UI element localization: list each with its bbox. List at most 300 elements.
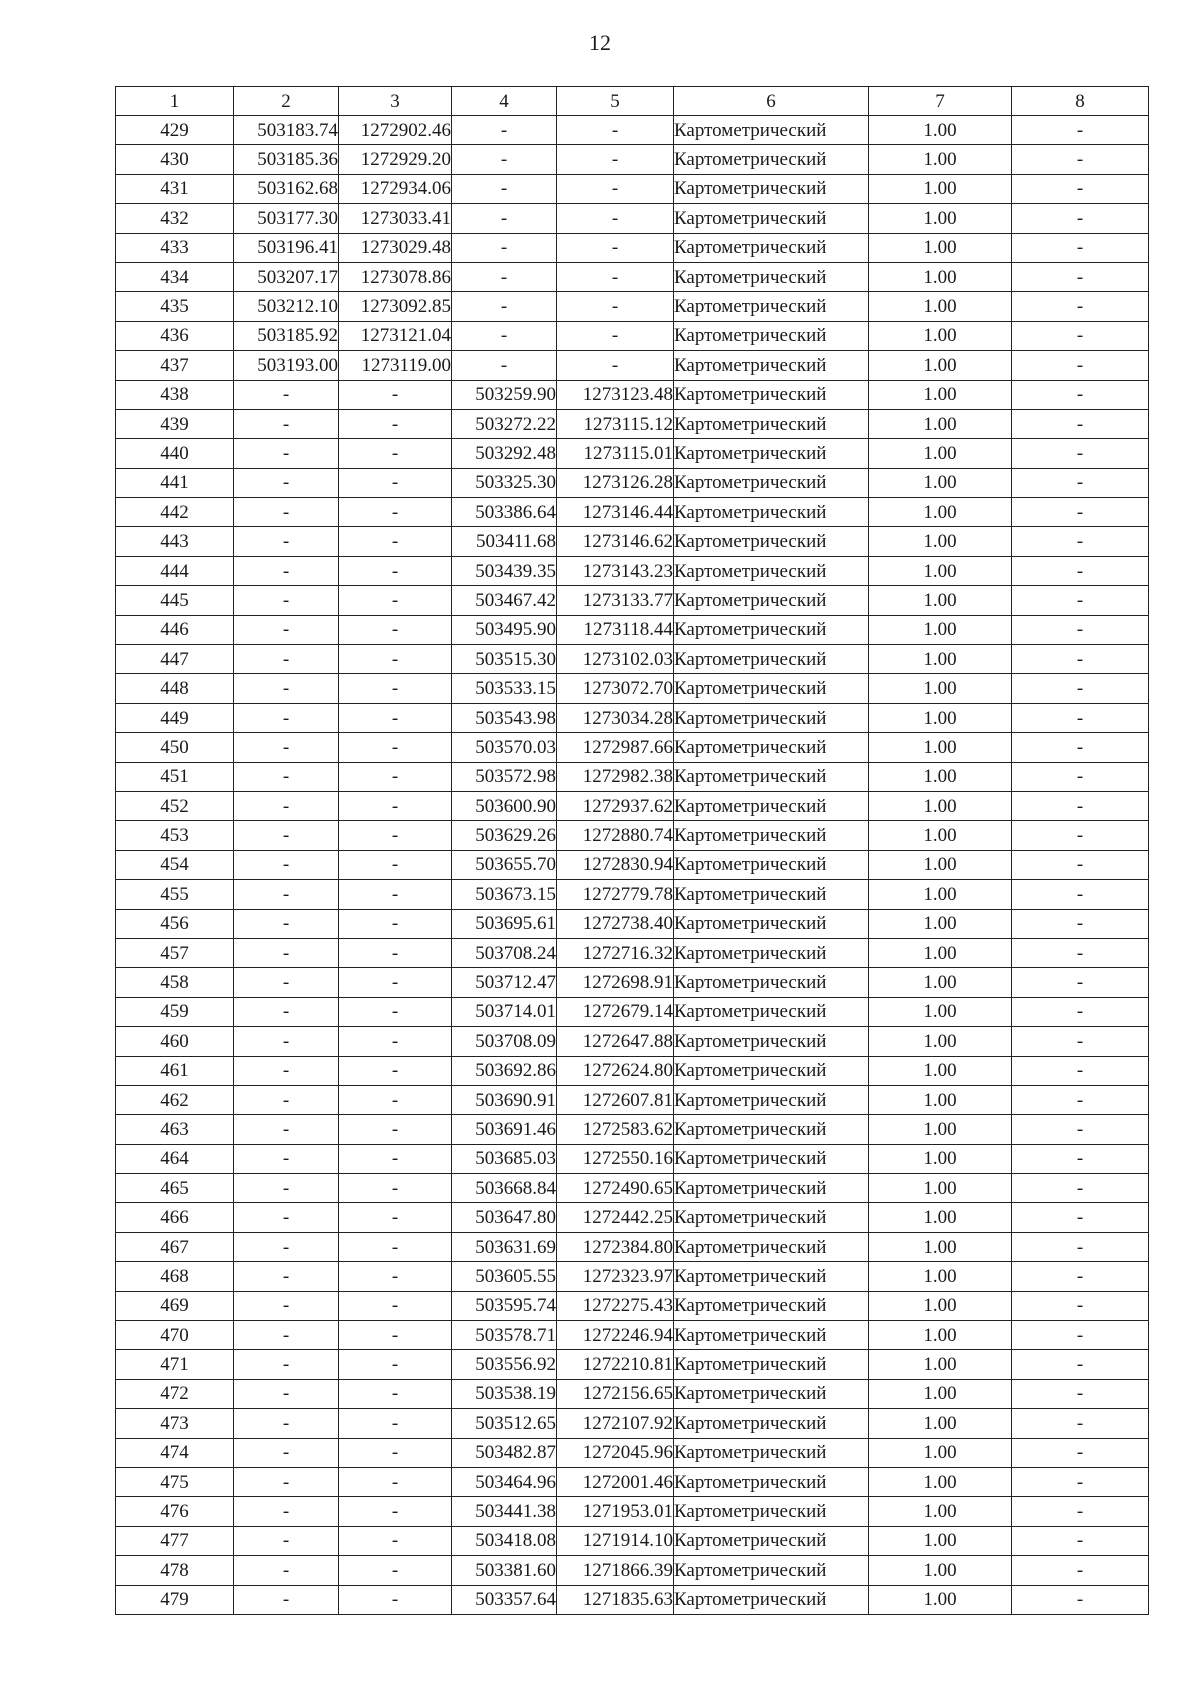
- table-cell: -: [339, 821, 452, 850]
- table-cell: 1272384.80: [557, 1232, 674, 1261]
- table-cell: -: [234, 997, 339, 1026]
- table-cell: -: [339, 762, 452, 791]
- table-cell: Картометрический: [674, 527, 869, 556]
- table-cell: 1272830.94: [557, 850, 674, 879]
- table-cell: 1.00: [869, 1321, 1012, 1350]
- table-cell: Картометрический: [674, 498, 869, 527]
- table-cell: 503600.90: [452, 791, 557, 820]
- table-cell: 1.00: [869, 204, 1012, 233]
- table-cell: 446: [116, 615, 234, 644]
- table-cell: 1272679.14: [557, 997, 674, 1026]
- table-row: [116, 674, 1149, 703]
- table-cell: 1.00: [869, 1467, 1012, 1496]
- table-cell: Картометрический: [674, 1585, 869, 1614]
- table-cell: 1.00: [869, 1585, 1012, 1614]
- table-cell: 503533.15: [452, 674, 557, 703]
- table-cell: -: [234, 1115, 339, 1144]
- table-cell: Картометрический: [674, 1056, 869, 1085]
- table-cell: Картометрический: [674, 762, 869, 791]
- table-cell: Картометрический: [674, 850, 869, 879]
- table-cell: 1.00: [869, 674, 1012, 703]
- table-cell: Картометрический: [674, 1467, 869, 1496]
- table-cell: Картометрический: [674, 292, 869, 321]
- table-cell: -: [1012, 1174, 1149, 1203]
- table-cell: 503668.84: [452, 1174, 557, 1203]
- table-cell: 437: [116, 351, 234, 380]
- table-row: [116, 351, 1149, 380]
- table-cell: Картометрический: [674, 380, 869, 409]
- table-cell: 451: [116, 762, 234, 791]
- table-row: [116, 145, 1149, 174]
- table-cell: 434: [116, 262, 234, 291]
- table-cell: -: [234, 380, 339, 409]
- table-cell: -: [1012, 968, 1149, 997]
- table-cell: 439: [116, 409, 234, 438]
- table-cell: 464: [116, 1144, 234, 1173]
- table-cell: 431: [116, 174, 234, 203]
- table-cell: Картометрический: [674, 1379, 869, 1408]
- table-cell: Картометрический: [674, 204, 869, 233]
- coordinates-table: [115, 86, 1149, 1615]
- table-cell: 468: [116, 1262, 234, 1291]
- table-cell: 503712.47: [452, 968, 557, 997]
- table-cell: 503708.24: [452, 938, 557, 967]
- table-cell: 503325.30: [452, 468, 557, 497]
- table-row: [116, 1144, 1149, 1173]
- table-cell: -: [339, 1497, 452, 1526]
- table-cell: 503512.65: [452, 1409, 557, 1438]
- table-cell: Картометрический: [674, 733, 869, 762]
- table-cell: -: [234, 1585, 339, 1614]
- table-cell: -: [1012, 997, 1149, 1026]
- table-cell: -: [1012, 821, 1149, 850]
- table-row: [116, 1409, 1149, 1438]
- table-cell: -: [452, 292, 557, 321]
- table-cell: -: [1012, 1409, 1149, 1438]
- table-cell: Картометрический: [674, 791, 869, 820]
- table-row: [116, 1585, 1149, 1614]
- table-cell: 1273078.86: [339, 262, 452, 291]
- table-cell: 470: [116, 1321, 234, 1350]
- table-cell: Картометрический: [674, 1438, 869, 1467]
- table-cell: -: [339, 968, 452, 997]
- table-cell: -: [339, 615, 452, 644]
- table-row: [116, 556, 1149, 585]
- table-cell: 443: [116, 527, 234, 556]
- table-cell: 1272607.81: [557, 1085, 674, 1114]
- table-cell: -: [234, 968, 339, 997]
- table-cell: 1.00: [869, 1291, 1012, 1320]
- table-cell: -: [339, 791, 452, 820]
- table-cell: -: [339, 1144, 452, 1173]
- table-cell: 460: [116, 1027, 234, 1056]
- table-cell: -: [234, 586, 339, 615]
- table-cell: 503381.60: [452, 1556, 557, 1585]
- table-cell: Картометрический: [674, 703, 869, 732]
- table-cell: -: [339, 674, 452, 703]
- table-cell: -: [452, 233, 557, 262]
- table-cell: 444: [116, 556, 234, 585]
- table-row: [116, 1438, 1149, 1467]
- table-cell: 503708.09: [452, 1027, 557, 1056]
- table-row: [116, 380, 1149, 409]
- table-cell: -: [1012, 880, 1149, 909]
- table-cell: 441: [116, 468, 234, 497]
- table-cell: 471: [116, 1350, 234, 1379]
- table-row: [116, 292, 1149, 321]
- table-cell: 503411.68: [452, 527, 557, 556]
- table-cell: -: [1012, 1379, 1149, 1408]
- table-cell: 503690.91: [452, 1085, 557, 1114]
- table-cell: 1.00: [869, 1438, 1012, 1467]
- table-cell: -: [234, 762, 339, 791]
- table-cell: 1272647.88: [557, 1027, 674, 1056]
- table-cell: 466: [116, 1203, 234, 1232]
- table-cell: -: [234, 1027, 339, 1056]
- table-cell: 1.00: [869, 968, 1012, 997]
- table-cell: -: [1012, 615, 1149, 644]
- table-cell: -: [1012, 439, 1149, 468]
- table-cell: 1271835.63: [557, 1585, 674, 1614]
- table-cell: 1272210.81: [557, 1350, 674, 1379]
- table-cell: Картометрический: [674, 1203, 869, 1232]
- table-cell: Картометрический: [674, 615, 869, 644]
- table-cell: Картометрический: [674, 997, 869, 1026]
- table-cell: 1272937.62: [557, 791, 674, 820]
- table-row: [116, 1467, 1149, 1496]
- table-cell: 503185.36: [234, 145, 339, 174]
- table-cell: 1272246.94: [557, 1321, 674, 1350]
- table-cell: 1.00: [869, 439, 1012, 468]
- table-row: [116, 821, 1149, 850]
- table-cell: -: [234, 674, 339, 703]
- table-cell: 1.00: [869, 527, 1012, 556]
- table-cell: 1272001.46: [557, 1467, 674, 1496]
- table-cell: 445: [116, 586, 234, 615]
- table-cell: -: [557, 204, 674, 233]
- table-row: [116, 1115, 1149, 1144]
- table-cell: 1273146.62: [557, 527, 674, 556]
- table-cell: -: [339, 909, 452, 938]
- table-cell: -: [339, 1115, 452, 1144]
- table-cell: 1272982.38: [557, 762, 674, 791]
- table-cell: 453: [116, 821, 234, 850]
- table-cell: -: [234, 1467, 339, 1496]
- table-cell: Картометрический: [674, 1497, 869, 1526]
- table-row: [116, 439, 1149, 468]
- table-cell: 1.00: [869, 1027, 1012, 1056]
- table-cell: Картометрический: [674, 145, 869, 174]
- table-cell: Картометрический: [674, 1027, 869, 1056]
- table-cell: -: [234, 1321, 339, 1350]
- table-cell: 503272.22: [452, 409, 557, 438]
- table-cell: 1.00: [869, 645, 1012, 674]
- table-cell: Картометрический: [674, 409, 869, 438]
- table-cell: -: [1012, 174, 1149, 203]
- table-cell: -: [234, 527, 339, 556]
- table-cell: 459: [116, 997, 234, 1026]
- table-row: [116, 997, 1149, 1026]
- table-row: [116, 204, 1149, 233]
- table-cell: -: [234, 733, 339, 762]
- table-cell: -: [1012, 233, 1149, 262]
- table-cell: -: [339, 645, 452, 674]
- table-cell: 467: [116, 1232, 234, 1261]
- table-cell: -: [339, 1321, 452, 1350]
- table-row: [116, 1262, 1149, 1291]
- table-cell: -: [1012, 145, 1149, 174]
- table-cell: 503185.92: [234, 321, 339, 350]
- table-cell: 503515.30: [452, 645, 557, 674]
- table-cell: 1273133.77: [557, 586, 674, 615]
- table-cell: 473: [116, 1409, 234, 1438]
- table-row: [116, 116, 1149, 145]
- table-cell: 436: [116, 321, 234, 350]
- table-cell: 503177.30: [234, 204, 339, 233]
- table-row: [116, 880, 1149, 909]
- table-cell: -: [1012, 645, 1149, 674]
- table-cell: -: [234, 409, 339, 438]
- table-cell: 430: [116, 145, 234, 174]
- table-cell: -: [234, 439, 339, 468]
- table-cell: -: [1012, 292, 1149, 321]
- table-cell: -: [557, 145, 674, 174]
- table-cell: 1272107.92: [557, 1409, 674, 1438]
- table-cell: 435: [116, 292, 234, 321]
- table-cell: Картометрический: [674, 880, 869, 909]
- table-cell: Картометрический: [674, 1556, 869, 1585]
- table-cell: 454: [116, 850, 234, 879]
- table-cell: 503673.15: [452, 880, 557, 909]
- table-cell: -: [1012, 1144, 1149, 1173]
- table-row: [116, 703, 1149, 732]
- table-cell: 1273092.85: [339, 292, 452, 321]
- table-cell: 1272779.78: [557, 880, 674, 909]
- table-cell: -: [452, 262, 557, 291]
- table-cell: 1.00: [869, 468, 1012, 497]
- table-row: [116, 1056, 1149, 1085]
- table-cell: -: [339, 1232, 452, 1261]
- table-cell: -: [1012, 586, 1149, 615]
- table-cell: 503439.35: [452, 556, 557, 585]
- table-cell: 1.00: [869, 262, 1012, 291]
- table-cell: 503605.55: [452, 1262, 557, 1291]
- table-cell: -: [234, 1174, 339, 1203]
- table-cell: -: [339, 409, 452, 438]
- table-cell: 1.00: [869, 850, 1012, 879]
- table-cell: 440: [116, 439, 234, 468]
- table-cell: 1272929.20: [339, 145, 452, 174]
- table-cell: 1.00: [869, 292, 1012, 321]
- table-cell: 1.00: [869, 351, 1012, 380]
- table-cell: 1273033.41: [339, 204, 452, 233]
- page-number: 12: [589, 30, 611, 55]
- table-cell: -: [339, 1085, 452, 1114]
- table-row: [116, 968, 1149, 997]
- table-row: [116, 938, 1149, 967]
- table-cell: -: [1012, 1467, 1149, 1496]
- table-cell: -: [1012, 762, 1149, 791]
- table-cell: 1272045.96: [557, 1438, 674, 1467]
- table-cell: -: [339, 1262, 452, 1291]
- table-row: [116, 1027, 1149, 1056]
- table-cell: 1272987.66: [557, 733, 674, 762]
- table-cell: 1.00: [869, 1115, 1012, 1144]
- table-cell: 503162.68: [234, 174, 339, 203]
- table-cell: 1273146.44: [557, 498, 674, 527]
- column-header: 5: [557, 87, 674, 116]
- table-row: [116, 762, 1149, 791]
- table-cell: -: [234, 1379, 339, 1408]
- table-cell: 503183.74: [234, 116, 339, 145]
- table-cell: -: [1012, 321, 1149, 350]
- table-cell: Картометрический: [674, 586, 869, 615]
- table-cell: -: [234, 498, 339, 527]
- table-cell: Картометрический: [674, 556, 869, 585]
- table-cell: 455: [116, 880, 234, 909]
- table-cell: 1.00: [869, 1232, 1012, 1261]
- table-cell: -: [234, 880, 339, 909]
- table-cell: -: [452, 321, 557, 350]
- table-cell: -: [1012, 1056, 1149, 1085]
- table-cell: -: [234, 1056, 339, 1085]
- table-cell: 503695.61: [452, 909, 557, 938]
- table-cell: 452: [116, 791, 234, 820]
- table-cell: -: [234, 1438, 339, 1467]
- table-cell: -: [1012, 498, 1149, 527]
- table-cell: 503259.90: [452, 380, 557, 409]
- table-cell: Картометрический: [674, 1409, 869, 1438]
- table-cell: -: [557, 292, 674, 321]
- table-cell: Картометрический: [674, 909, 869, 938]
- table-cell: 1.00: [869, 116, 1012, 145]
- table-cell: -: [234, 1232, 339, 1261]
- column-header: 4: [452, 87, 557, 116]
- table-cell: Картометрический: [674, 1174, 869, 1203]
- table-cell: 1273034.28: [557, 703, 674, 732]
- table-row: [116, 1379, 1149, 1408]
- table-cell: Картометрический: [674, 1526, 869, 1555]
- table-cell: 1.00: [869, 1085, 1012, 1114]
- table-cell: -: [339, 1556, 452, 1585]
- table-cell: -: [1012, 1232, 1149, 1261]
- table-cell: 1271914.10: [557, 1526, 674, 1555]
- table-cell: -: [234, 1144, 339, 1173]
- table-row: [116, 233, 1149, 262]
- table-cell: 429: [116, 116, 234, 145]
- table-cell: -: [339, 850, 452, 879]
- table-cell: -: [339, 1350, 452, 1379]
- table-cell: -: [1012, 1262, 1149, 1291]
- table-cell: 1.00: [869, 498, 1012, 527]
- table-cell: 469: [116, 1291, 234, 1320]
- table-cell: -: [339, 1438, 452, 1467]
- table-row: [116, 498, 1149, 527]
- table-cell: 433: [116, 233, 234, 262]
- table-cell: -: [234, 821, 339, 850]
- table-cell: 457: [116, 938, 234, 967]
- table-cell: 474: [116, 1438, 234, 1467]
- table-cell: 1273119.00: [339, 351, 452, 380]
- table-row: [116, 733, 1149, 762]
- column-header: 8: [1012, 87, 1149, 116]
- table-cell: 503570.03: [452, 733, 557, 762]
- table-cell: -: [557, 262, 674, 291]
- table-cell: -: [1012, 380, 1149, 409]
- table-cell: -: [1012, 351, 1149, 380]
- table-cell: -: [234, 1556, 339, 1585]
- table-cell: 503692.86: [452, 1056, 557, 1085]
- table-cell: -: [234, 1409, 339, 1438]
- table-cell: 1.00: [869, 733, 1012, 762]
- table-row: [116, 527, 1149, 556]
- table-cell: 1273118.44: [557, 615, 674, 644]
- table-cell: 449: [116, 703, 234, 732]
- table-cell: 448: [116, 674, 234, 703]
- table-cell: 1272156.65: [557, 1379, 674, 1408]
- table-cell: 1272624.80: [557, 1056, 674, 1085]
- table-cell: 503196.41: [234, 233, 339, 262]
- table-cell: 1.00: [869, 762, 1012, 791]
- table-cell: -: [339, 1203, 452, 1232]
- table-row: [116, 1556, 1149, 1585]
- table-cell: 462: [116, 1085, 234, 1114]
- table-cell: 1.00: [869, 174, 1012, 203]
- table-cell: 442: [116, 498, 234, 527]
- table-cell: -: [234, 850, 339, 879]
- table-cell: 503714.01: [452, 997, 557, 1026]
- table-cell: -: [339, 1585, 452, 1614]
- table-cell: Картометрический: [674, 1262, 869, 1291]
- table-cell: Картометрический: [674, 1350, 869, 1379]
- table-cell: -: [1012, 733, 1149, 762]
- table-cell: -: [234, 703, 339, 732]
- table-cell: 503647.80: [452, 1203, 557, 1232]
- table-cell: -: [1012, 204, 1149, 233]
- table-cell: -: [339, 380, 452, 409]
- table-cell: -: [1012, 527, 1149, 556]
- header-row: [116, 87, 1149, 116]
- table-cell: -: [339, 556, 452, 585]
- table-cell: 503556.92: [452, 1350, 557, 1379]
- table-cell: Картометрический: [674, 1115, 869, 1144]
- column-header: 7: [869, 87, 1012, 116]
- table-cell: -: [339, 1467, 452, 1496]
- table-cell: -: [1012, 909, 1149, 938]
- table-cell: -: [1012, 703, 1149, 732]
- table-cell: -: [339, 733, 452, 762]
- table-cell: 503543.98: [452, 703, 557, 732]
- table-cell: Картометрический: [674, 116, 869, 145]
- table-cell: 1.00: [869, 1409, 1012, 1438]
- table-cell: 1272738.40: [557, 909, 674, 938]
- table-cell: -: [1012, 556, 1149, 585]
- table-cell: 1.00: [869, 1262, 1012, 1291]
- table-cell: 1273072.70: [557, 674, 674, 703]
- table-cell: 1272442.25: [557, 1203, 674, 1232]
- table-row: [116, 1174, 1149, 1203]
- table-cell: -: [1012, 1203, 1149, 1232]
- table-cell: -: [1012, 791, 1149, 820]
- table-cell: 479: [116, 1585, 234, 1614]
- table-cell: 1272716.32: [557, 938, 674, 967]
- table-cell: 450: [116, 733, 234, 762]
- table-cell: 1.00: [869, 791, 1012, 820]
- table-row: [116, 1526, 1149, 1555]
- table-cell: 1272902.46: [339, 116, 452, 145]
- table-row: [116, 850, 1149, 879]
- table-cell: -: [234, 1350, 339, 1379]
